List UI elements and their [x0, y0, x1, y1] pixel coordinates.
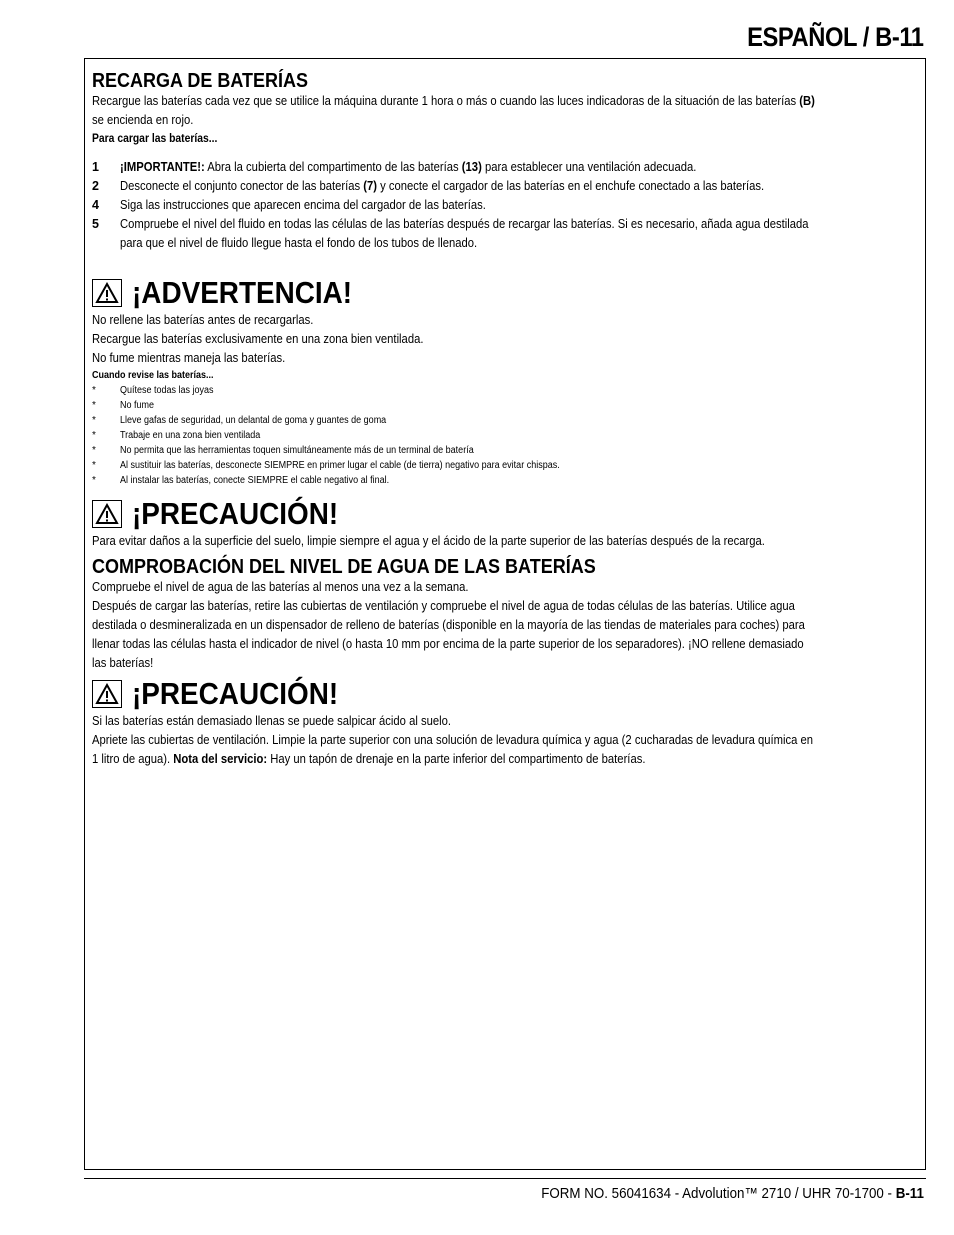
caution-title: ¡PRECAUCIÓN!: [132, 676, 339, 711]
bullet-item: * No fume: [92, 400, 155, 411]
nivel-line: Después de cargar las baterías, retire las cubiertas de ventilación y compruebe el nivel de agua de todas células de las baterías. Utilice agua: [92, 599, 795, 613]
warning-heading: [92, 275, 918, 311]
warning-triangle-icon: [92, 279, 122, 307]
nivel-line: llenar todas las células hasta el indicador de nivel (o hasta 10 mm por encima de la parte superior de los separadores). ¡NO rellene demasiado: [92, 637, 804, 651]
caution-line: Apriete las cubiertas de ventilación. Limpie la parte superior con una solución de levadura química y agua (2 cucharadas de levadura química en: [92, 733, 814, 747]
step-item: 2 Desconecte el conjunto conector de las baterías (7) y conecte el cargador de las baterías en el enchufe conectado a las baterías.: [92, 179, 765, 193]
warning-line: Recargue las baterías exclusivamente en una zona bien ventilada.: [92, 332, 424, 346]
nivel-line: las baterías!: [92, 656, 154, 670]
caution-heading: [92, 676, 918, 712]
bullet-item: * Trabaje en una zona bien ventilada: [92, 430, 261, 441]
step-item: 1 ¡IMPORTANTE!: Abra la cubierta del compartimento de las baterías (13) para establecer una ventilación adecuada.: [92, 160, 697, 174]
warning-triangle-icon: [92, 500, 122, 528]
caution-line: 1 litro de agua). Nota del servicio: Hay un tapón de drenaje en la parte inferior del compartimento de baterías.: [92, 752, 646, 766]
caution-line: Si las baterías están demasiado llenas se puede salpicar ácido al suelo.: [92, 714, 451, 728]
bullet-item: * Al instalar las baterías, conecte SIEMPRE el cable negativo al final.: [92, 475, 390, 486]
bullet-item: * Quítese todas las joyas: [92, 385, 214, 396]
warning-subhead: Cuando revise las baterías...: [92, 370, 214, 381]
warning-title: ¡ADVERTENCIA!: [132, 275, 353, 310]
page-footer: FORM NO. 56041634 - Advolution™ 2710 / UHR 70-1700 - B-11: [541, 1186, 924, 1202]
warning-line: No fume mientras maneja las baterías.: [92, 351, 286, 365]
caution-title: ¡PRECAUCIÓN!: [132, 496, 339, 531]
step-item: 5 Compruebe el nivel del fluido en todas las células de las baterías después de recargar las baterías. Si es necesario, añada agua destilada para que el nivel de fluido llegue hasta el fondo de los tubos de llenado.: [92, 217, 809, 250]
bullet-item: * Al sustituir las baterías, desconecte SIEMPRE en primer lugar el cable (de tierra) negativo para evitar chispas.: [92, 460, 560, 471]
footer-rule: [84, 1178, 926, 1179]
recarga-steps: [92, 158, 918, 253]
step-item: 4 Siga las instrucciones que aparecen encima del cargador de las baterías.: [92, 198, 486, 212]
section-title-recarga: RECARGA DE BATERÍAS: [92, 70, 309, 92]
page-content: [92, 70, 918, 769]
bullet-item: * No permita que las herramientas toquen simultáneamente más de un terminal de batería: [92, 445, 474, 456]
page-header-title: ESPAÑOL / B-11: [747, 22, 924, 52]
nivel-line: destilada o desmineralizada en un dispensador de relleno de baterías (disponible en la mayoría de las tiendas de materiales para coches) para: [92, 618, 805, 632]
section-title-nivel: COMPROBACIÓN DEL NIVEL DE AGUA DE LAS BATERÍAS: [92, 556, 596, 578]
caution-text: Para evitar daños a la superficie del suelo, limpie siempre el agua y el ácido de la parte superior de las baterías después de la recarga.: [92, 534, 765, 548]
caution-heading: [92, 496, 918, 532]
recarga-intro: Recargue las baterías cada vez que se utilice la máquina durante 1 hora o más o cuando las luces indicadoras de la situación de las baterías (B): [92, 94, 815, 108]
recarga-subhead: Para cargar las baterías...: [92, 133, 218, 145]
warning-line: No rellene las baterías antes de recargarlas.: [92, 313, 314, 327]
nivel-line: Compruebe el nivel de agua de las baterías al menos una vez a la semana.: [92, 580, 469, 594]
recarga-intro-cont: se encienda en rojo.: [92, 113, 194, 127]
warning-triangle-icon: [92, 680, 122, 708]
bullet-item: * Lleve gafas de seguridad, un delantal de goma y guantes de goma: [92, 415, 387, 426]
warning-bullets: [92, 383, 918, 488]
